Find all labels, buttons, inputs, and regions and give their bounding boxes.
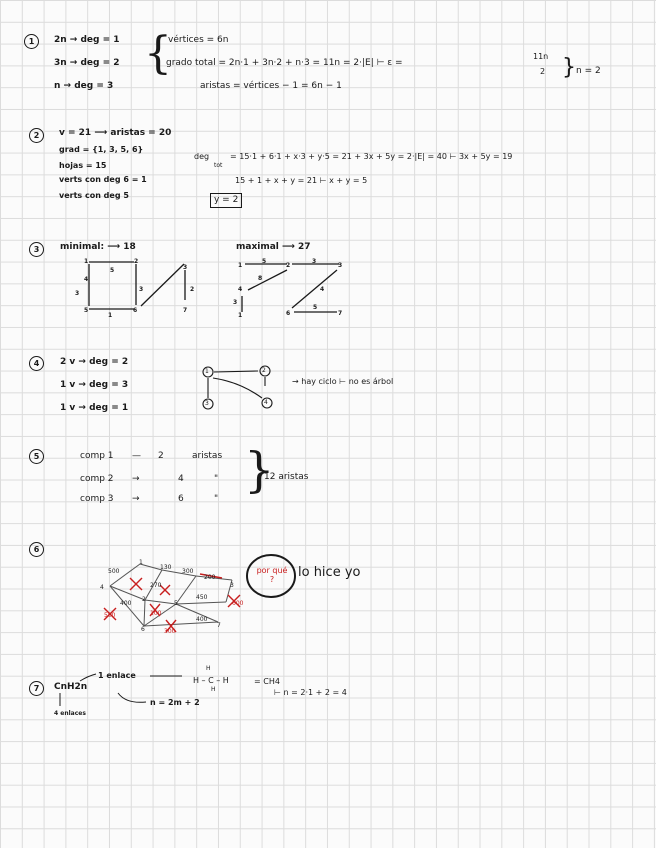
exercise-number-2: 2: [29, 128, 44, 143]
ex3-maximal: maximal ⟶ 27: [236, 242, 311, 252]
ex7-enlace: 1 enlace: [98, 671, 136, 680]
ex3-max-label: 5: [262, 258, 267, 265]
ex3-max-label: 1: [238, 262, 243, 269]
ex2-grad: grad = {1, 3, 5, 6}: [59, 145, 144, 154]
ex5-comp-label: comp 3: [80, 494, 114, 504]
ex6-edge-label: 500: [104, 612, 116, 619]
ex3-max-label: 4: [238, 286, 243, 293]
ex1-right-brace: }: [562, 55, 576, 80]
ex3-max-label: 3: [233, 299, 238, 306]
ex6-question: por qué ?: [256, 566, 288, 584]
ex4-node-4: 4: [264, 399, 268, 406]
exercise-number-6: 6: [29, 542, 44, 557]
ex7-enlaces: 4 enlaces: [54, 710, 86, 717]
ex3-min-label: 2: [190, 286, 195, 293]
ex6-edge-label: 1: [139, 559, 143, 566]
ex6-edge-label: 600: [232, 600, 244, 607]
ex4-node-3: 3: [205, 400, 209, 407]
ex6-edge-label: 400: [196, 616, 208, 623]
ex3-min-label: 3: [139, 286, 144, 293]
ex3-min-label: 4: [84, 276, 89, 283]
ex5-brace: }: [244, 442, 275, 498]
ex3-max-label: 5: [313, 304, 318, 311]
exercise-number-1: 1: [24, 34, 39, 49]
ex1-frac-den: 2: [540, 67, 546, 76]
ex3-max-label: 3: [312, 258, 317, 265]
ex7-formula: CnH2n: [54, 682, 88, 692]
ex5-comp-arrow: —: [132, 451, 141, 461]
ex3-min-label: 3: [183, 264, 188, 271]
ex6-edge-label: 400: [120, 600, 132, 607]
ex5-comp-value: 4: [178, 474, 184, 484]
ex6-edge-label: 3: [230, 582, 234, 589]
ex6-note: lo hice yo: [298, 565, 361, 580]
ex2-line1: v = 21 ⟶ aristas = 20: [59, 128, 172, 138]
ex3-min-label: 1: [84, 258, 89, 265]
ex2-boxed-result: y = 2: [210, 193, 242, 208]
ex3-max-label: 8: [258, 275, 263, 282]
ex1-row-3: n → deg = 3: [54, 81, 114, 91]
ex3-max-label: 1: [238, 312, 243, 319]
ex4-node-1: 1: [205, 368, 209, 375]
ex3-min-label: 7: [183, 307, 188, 314]
ex5-comp-value: 2: [158, 451, 164, 461]
ex3-minimal: minimal: ⟶ 18: [60, 242, 136, 252]
ex3-min-label: 5: [84, 307, 89, 314]
ex5-comp-arrow: →: [132, 494, 140, 504]
exercise-number-3: 3: [29, 242, 44, 257]
ex2-eq2: 15 + 1 + x + y = 21 ⊢ x + y = 5: [235, 176, 368, 185]
ex5-total: 12 aristas: [264, 472, 309, 482]
ex1-grado-total: grado total = 2n·1 + 3n·2 + n·3 = 11n = 2·|E| ⊢ ε =: [166, 58, 403, 68]
ex6-edge-label: 270: [150, 582, 162, 589]
ex3-max-label: 7: [338, 310, 343, 317]
ex6-edge-label: 100: [150, 610, 162, 617]
ex6-edge-label: 5: [174, 600, 178, 607]
ex7-h-top: H: [206, 665, 211, 672]
ex3-min-label: 1: [108, 312, 113, 319]
exercise-number-5: 5: [29, 449, 44, 464]
ex6-edge-label: 130: [160, 564, 172, 571]
ex7-h-row: H – C – H: [193, 676, 229, 685]
ex1-row-2: 3n → deg = 2: [54, 58, 120, 68]
ex6-edge-label: 300: [182, 568, 194, 575]
ex5-comp-label: comp 1: [80, 451, 114, 461]
ex2-verts6: verts con deg 6 = 1: [59, 175, 147, 184]
ex2-eq1-deg: deg: [194, 152, 210, 161]
ex7-ch4: = CH4: [254, 677, 280, 686]
ex2-verts5: verts con deg 5: [59, 191, 129, 200]
ex6-edge-label: 2: [142, 596, 146, 603]
ex7-ch4-note: ⊢ n = 2·1 + 2 = 4: [274, 688, 347, 697]
ex5-comp-value: 6: [178, 494, 184, 504]
ex1-brace: {: [144, 28, 172, 79]
ex4-node-2: 2: [262, 367, 266, 374]
ex6-edge-label: 200: [204, 574, 216, 581]
ex3-max-label: 6: [286, 310, 291, 317]
ex6-edge-label: 300: [164, 628, 176, 635]
exercise-number-7: 7: [29, 681, 44, 696]
ex6-edge-label: 6: [141, 626, 145, 633]
ex1-aristas: aristas = vértices − 1 = 6n − 1: [200, 81, 342, 91]
ex1-row-1: 2n → deg = 1: [54, 35, 120, 45]
ex5-comp-arrow: →: [132, 474, 140, 484]
ex7-relation: n = 2m + 2: [150, 698, 200, 707]
ex7-h-bottom: H: [211, 686, 216, 693]
ex3-max-label: 4: [320, 286, 325, 293]
ex1-result: n = 2: [576, 66, 601, 76]
ex5-comp-unit: ": [214, 474, 219, 484]
ex2-eq1-rest: = 15·1 + 6·1 + x·3 + y·5 = 21 + 3x + 5y = 2·|E| = 40 ⊢ 3x + 5y = 19: [230, 152, 513, 161]
ex6-edge-label: 500: [108, 568, 120, 575]
ex6-edge-label: 450: [196, 594, 208, 601]
ex2-eq1-sub: tot: [214, 162, 223, 169]
ex4-note: → hay ciclo ⊢ no es árbol: [292, 377, 394, 386]
ex4-row-3: 1 v → deg = 1: [60, 403, 129, 413]
ex5-comp-label: comp 2: [80, 474, 114, 484]
ex3-max-label: 2: [286, 262, 291, 269]
ex3-min-label: 2: [134, 258, 139, 265]
ex3-min-label: 5: [110, 267, 115, 274]
ex1-frac-num: 11n: [533, 52, 549, 61]
ex4-row-1: 2 v → deg = 2: [60, 357, 129, 367]
ex4-row-2: 1 v → deg = 3: [60, 380, 129, 390]
ex5-comp-unit: aristas: [192, 451, 223, 461]
ex2-hojas: hojas = 15: [59, 161, 107, 170]
ex3-min-label: 3: [75, 290, 80, 297]
ex6-edge-label: 7: [217, 622, 221, 629]
ex5-comp-unit: ": [214, 494, 219, 504]
ex1-vertices: vértices = 6n: [168, 35, 229, 45]
ex3-min-label: 6: [133, 307, 138, 314]
ex3-max-label: 3: [338, 262, 343, 269]
ex6-edge-label: 4: [100, 584, 104, 591]
exercise-number-4: 4: [29, 356, 44, 371]
